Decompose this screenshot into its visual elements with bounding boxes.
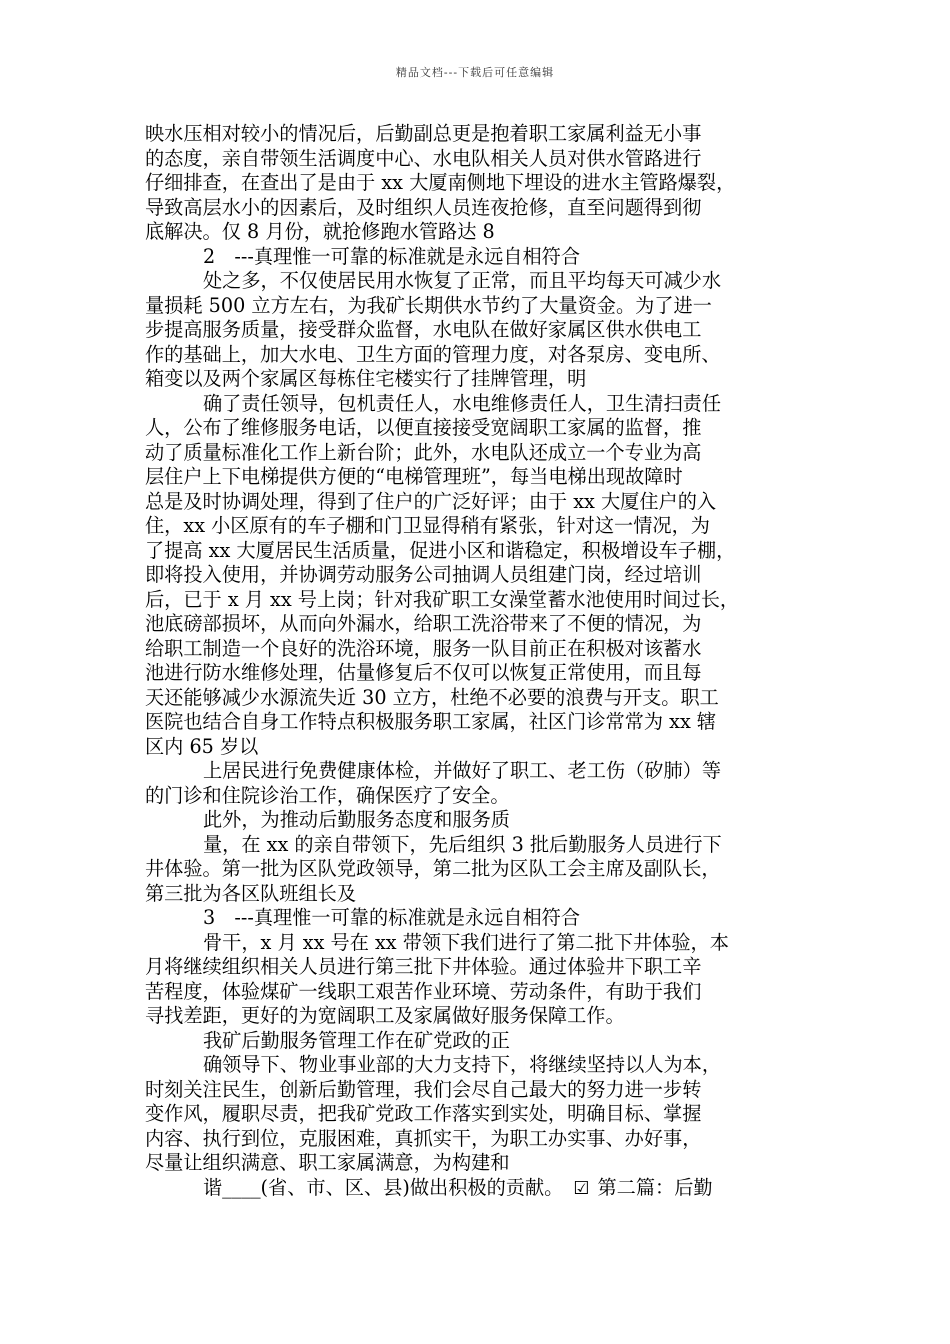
- text-line: 了提高 xx 大厦居民生活质量，促进小区和谐稳定，积极增设车子棚，: [145, 538, 736, 562]
- text-line: 动了质量标准化工作上新台阶；此外，水电队还成立一个专业为高: [145, 440, 702, 464]
- text-line: 第三批为各区队班组长及: [145, 881, 357, 905]
- page-header: 精品文档---下载后可任意编辑: [395, 66, 555, 79]
- text-line: 总是及时协调处理，得到了住户的广泛好评；由于 xx 大厦住户的入: [145, 489, 717, 513]
- text-line: 内容、执行到位，克服困难，真抓实干，为职工办实事、办好事，: [145, 1126, 702, 1150]
- text-line: 骨干，x 月 xx 号在 xx 带领下我们进行了第二批下井体验，本: [203, 930, 729, 954]
- text-line: 天还能够减少水源流失近 30 立方，杜绝不必要的浪费与开支。职工: [145, 685, 719, 709]
- text-line: 的门诊和住院诊治工作，确保医疗了安全。: [145, 783, 510, 807]
- text-line: 量损耗 500 立方左右，为我矿长期供水节约了大量资金。为了进一: [145, 293, 712, 317]
- text-line: 池进行防水维修处理，估量修复后不仅可以恢复正常使用，而且每: [145, 661, 702, 684]
- text-line: 步提高服务质量，接受群众监督，水电队在做好家属区供水供电工: [145, 318, 702, 341]
- checkbox-icon: ☑: [573, 1177, 590, 1199]
- text-line: 苦程度，体验煤矿一线职工艰苦作业环境、劳动条件，有助于我们: [145, 979, 702, 1003]
- document-body: [145, 122, 805, 1200]
- next-section-title: 第二篇：后勤: [597, 1175, 713, 1199]
- text-line: 的态度，亲自带领生活调度中心、水电队相关人员对供水管路进行: [145, 146, 702, 170]
- text-line: 2 ---真理惟一可靠的标准就是永远自相符合: [203, 244, 581, 268]
- text-line: 月将继续组织相关人员进行第三批下井体验。通过体验井下职工辛: [145, 955, 702, 978]
- text-line: 给职工制造一个良好的洗浴环境，服务一队目前正在积极对该蓄水: [145, 636, 702, 660]
- text-line: 医院也结合自身工作特点积极服务职工家属，社区门诊常常为 xx 辖: [145, 710, 717, 733]
- text-line: 井体验。第一批为区队党政领导，第二批为区队工会主席及副队长，: [145, 857, 721, 880]
- text-line: 仔细排查，在查出了是由于 xx 大厦南侧地下埋设的进水主管路爆裂，: [145, 171, 736, 194]
- text-line: 上居民进行免费健康体检，并做好了职工、老工伤（矽肺）等: [203, 759, 722, 782]
- text-line: 后，已于 x 月 xx 号上岗；针对我矿职工女澡堂蓄水池使用时间过长，: [145, 587, 740, 611]
- text-line: 我矿后勤服务管理工作在矿党政的正: [203, 1028, 510, 1052]
- text-line: 确了责任领导，包机责任人，水电维修责任人，卫生清扫责任: [203, 391, 722, 415]
- final-line-text: 谐____(省、市、区、县)做出积极的贡献。: [203, 1175, 564, 1199]
- text-line: 量，在 xx 的亲自带领下，先后组织 3 批后勤服务人员进行下: [203, 832, 722, 856]
- text-line: 作的基础上，加大水电、卫生方面的管理力度，对各泵房、变电所、: [145, 342, 721, 366]
- text-line: 导致高层水小的因素后，及时组织人员连夜抢修，直至问题得到彻: [145, 195, 702, 219]
- text-line: 确领导下、物业事业部的大力支持下，将继续坚持以人为本，: [203, 1053, 722, 1076]
- text-line: 池底磅部损坏，从而向外漏水，给职工洗浴带来了不便的情况，为: [145, 612, 702, 635]
- text-line: 映水压相对较小的情况后，后勤副总更是抱着职工家属利益无小事: [145, 122, 702, 145]
- text-line: 区内 65 岁以: [145, 734, 259, 758]
- text-line: 底解决。仅 8 月份，就抢修跑水管路达 8: [145, 220, 495, 243]
- text-line: 时刻关注民生，创新后勤管理，我们会尽自己最大的努力进一步转: [145, 1077, 702, 1101]
- text-line: 处之多，不仅使居民用水恢复了正常，而且平均每天可减少水: [203, 269, 722, 292]
- text-line-final: [145, 1176, 805, 1201]
- text-line: 此外，为推动后勤服务态度和服务质: [203, 808, 510, 831]
- text-line: 住，xx 小区原有的车子棚和门卫显得稍有紧张，针对这一情况，为: [145, 514, 710, 537]
- text-line: 即将投入使用，并协调劳动服务公司抽调人员组建门岗，经过培训: [145, 563, 702, 586]
- text-line: 层住户上下电梯提供方便的“电梯管理班”，每当电梯出现故障时: [145, 465, 683, 488]
- text-line: 人，公布了维修服务电话，以便直接接受宽阔职工家属的监督，推: [145, 416, 702, 439]
- text-line: 尽量让组织满意、职工家属满意，为构建和: [145, 1151, 510, 1174]
- text-line: 箱变以及两个家属区每栋住宅楼实行了挂牌管理，明: [145, 367, 587, 390]
- text-line: 3 ---真理惟一可靠的标准就是永远自相符合: [203, 906, 581, 929]
- text-line: 寻找差距，更好的为宽阔职工及家属做好服务保障工作。: [145, 1004, 625, 1027]
- text-line: 变作风，履职尽责，把我矿党政工作落实到实处，明确目标、掌握: [145, 1102, 702, 1125]
